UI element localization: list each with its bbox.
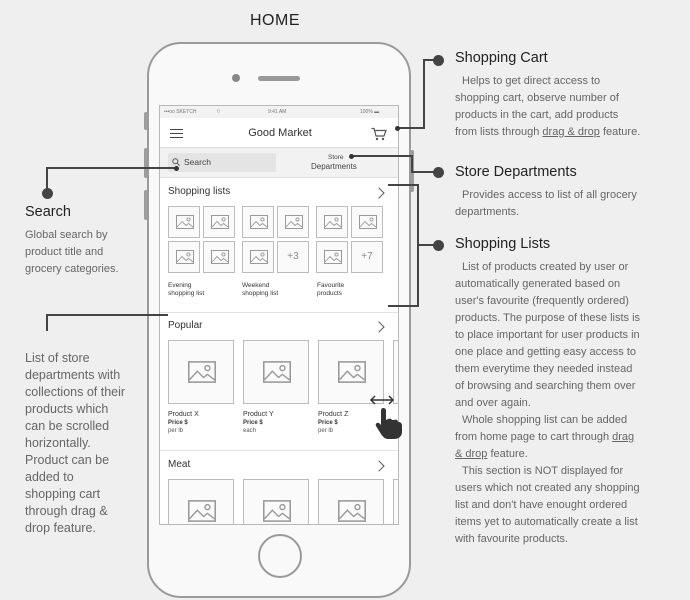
annotation-search-title: Search <box>25 204 71 220</box>
annotation-line: drop feature. <box>25 521 96 535</box>
annotation-line: them everytime they needed instead <box>455 363 633 375</box>
annotation-line: one place and getting easy access to <box>455 346 637 358</box>
annotation-line: grocery categories. <box>25 263 119 275</box>
annotation-link: & drop <box>455 448 488 460</box>
annotation-line: products. The purpose of these lists is <box>455 312 641 324</box>
annotation-dot <box>174 166 179 171</box>
annotation-line: Helps to get direct access to <box>462 75 601 87</box>
meat-title: Meat <box>168 459 191 470</box>
annotation-line: Whole shopping list can be added <box>462 414 628 426</box>
store-departments-link[interactable]: Departments <box>311 162 357 171</box>
annotation-line: to place important for user products in <box>455 329 640 341</box>
annotation-line: shopping cart, observe number of <box>455 92 619 104</box>
annotation-line: List of products created by user or <box>462 261 629 273</box>
status-carrier: •••oo SKETCH <box>164 109 197 115</box>
annotation-line: collections of their <box>25 385 126 399</box>
store-departments-link[interactable]: Store <box>328 154 344 161</box>
search-placeholder: Search <box>184 157 211 167</box>
annotation-line: added to <box>25 470 74 484</box>
annotation-shopping-lists-text <box>455 259 640 548</box>
shopping-list-name: Favourite <box>317 282 345 289</box>
wifi-icon: ⌔ <box>216 109 221 115</box>
annotation-departments-text <box>25 350 125 537</box>
annotation-line: List of store <box>25 351 90 365</box>
annotation-shopping-lists-title: Shopping Lists <box>455 236 551 252</box>
annotation-text: from home page to cart through <box>455 431 613 443</box>
annotation-dot <box>395 126 400 131</box>
annotation-line: can be scrolled <box>25 419 110 433</box>
annotation-line: shopping cart <box>25 487 101 501</box>
annotation-line <box>455 446 640 463</box>
annotation-line: products in the cart, add products <box>455 109 619 121</box>
shopping-list-name: shopping list <box>242 290 279 297</box>
annotation-shopping-cart-text <box>455 73 640 141</box>
annotation-dot <box>42 188 53 199</box>
annotation-line: users which not created any shopping <box>455 482 640 494</box>
annotation-line: Global search by <box>25 229 108 241</box>
shopping-list-name: shopping list <box>168 290 205 297</box>
annotation-line: with favourite products. <box>455 533 569 545</box>
annotation-line: list and don't have enought ordered <box>455 499 628 511</box>
battery-icon: 100% ▬ <box>360 109 380 115</box>
annotation-text: feature. <box>487 448 528 460</box>
annotation-line: departments with <box>25 368 121 382</box>
annotation-line <box>455 124 640 141</box>
annotation-store-departments-text <box>455 187 637 221</box>
annotation-line: automatically generated based on <box>455 278 621 290</box>
product-price: Price $ <box>168 420 188 426</box>
annotation-line: of browsing and searching them over <box>455 380 636 392</box>
annotation-search-text <box>25 227 119 278</box>
annotation-dot <box>433 167 444 178</box>
annotation-line: items yet to automatically create a list <box>455 516 638 528</box>
annotation-dot <box>349 154 354 159</box>
annotation-line: through drag & <box>25 504 108 518</box>
annotation-text: from lists through <box>455 126 543 138</box>
annotation-link: drag & drop <box>542 126 600 138</box>
app-title: Good Market <box>248 127 312 139</box>
annotation-line: user's favourite (frequently ordered) <box>455 295 629 307</box>
annotation-line: This section is NOT displayed for <box>462 465 624 477</box>
shopping-list-name: products <box>317 290 342 297</box>
product-unit: per lb <box>168 428 184 434</box>
annotation-line <box>455 429 640 446</box>
product-name: Product Y <box>243 411 274 418</box>
popular-title: Popular <box>168 320 203 331</box>
annotation-text: feature. <box>599 126 641 138</box>
annotation-line: horizontally. <box>25 436 91 450</box>
product-price: Price $ <box>318 420 338 426</box>
more-items-tile[interactable]: +3 <box>277 241 309 273</box>
screen-title: HOME <box>250 12 300 29</box>
product-name: Product X <box>168 411 199 418</box>
shopping-lists-title: Shopping lists <box>168 186 231 197</box>
annotation-link: drag <box>612 431 635 443</box>
annotation-store-departments-title: Store Departments <box>455 164 577 180</box>
annotation-line: Product can be <box>25 453 110 467</box>
annotation-line: products which <box>25 402 109 416</box>
product-name: Product Z <box>318 411 349 418</box>
annotation-line: Provides access to list of all grocery <box>462 189 637 201</box>
annotation-dot <box>433 240 444 251</box>
status-time: 9:41 AM <box>268 109 287 115</box>
annotation-shopping-cart-title: Shopping Cart <box>455 50 548 66</box>
product-unit: each <box>243 428 257 434</box>
shopping-list-name: Weekend <box>242 282 270 289</box>
product-price: Price $ <box>243 420 263 426</box>
annotation-line: product title and <box>25 246 104 258</box>
annotation-line: departments. <box>455 206 520 218</box>
more-items-tile[interactable]: +7 <box>351 241 383 273</box>
annotation-line: and over again. <box>455 397 531 409</box>
product-unit: per lb <box>318 428 334 434</box>
shopping-list-name: Evening <box>168 282 192 289</box>
annotation-dot <box>433 55 444 66</box>
